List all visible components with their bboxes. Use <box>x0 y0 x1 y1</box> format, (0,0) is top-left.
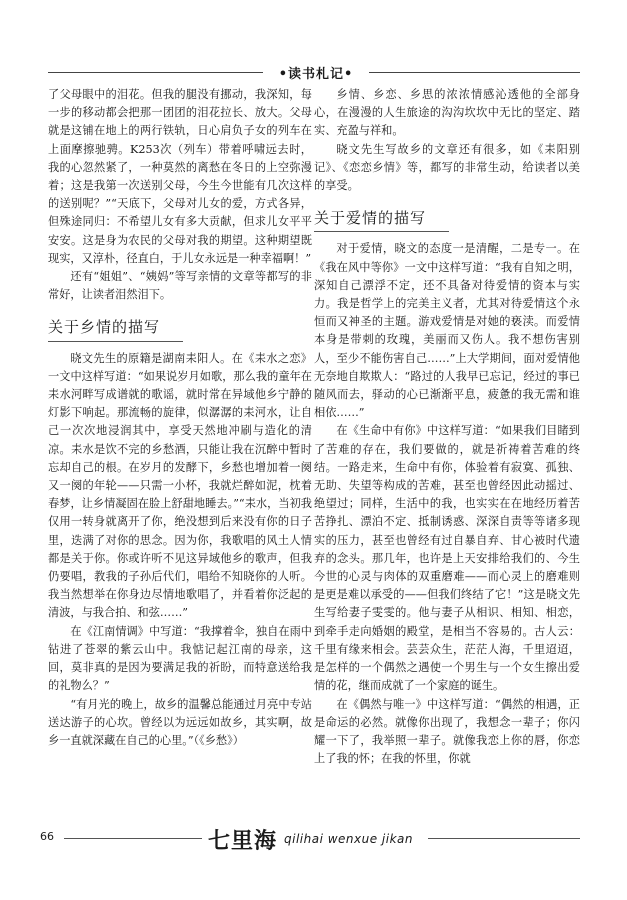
paragraph: “有月光的晚上，故乡的温馨总能通过月亮中专站送达游子的心坎。曾经以为远远如故乡，其实啊，故乡一直就深藏在自己的心里。”（《乡愁》） <box>48 697 312 747</box>
header-rule-left <box>48 72 263 73</box>
paragraph: 对于爱情，晓文的态度一是清醒，二是专一。在《我在风中等你》一文中这样写道：“我有自知之明，深知自己漂浮不定，还不具备对待爱情的资本与实力。我是哲学上的完美主义者，尤其对待爱情这个永恒而又神圣的主题。游戏爱情是对她的亵渎。而爱情本身是带刺的玫瑰，美丽而又伤人。我不想伤害别人，至少不能伤害自己……”上大学期间，面对爱情他无奈地自欺欺人：“路过的人我早已忘记，经过的事已随风而去，驿动的心已渐渐平息，疲惫的我无需和谁相依……” <box>314 242 580 420</box>
magazine-pinyin: qilihai wenxue jikan <box>284 832 414 846</box>
left-column <box>48 86 312 750</box>
paragraph: 乡情、乡恋、乡思的浓浓情感沁透他的全部身心，在漫漫的人生旅途的沟沟坎坎中无比的坚定、踏实、充盈与祥和。 <box>314 88 580 138</box>
paragraph: 晓文先生写故乡的文章还有很多，如《耒阳别记》、《恋恋乡情》等，都写的非常生动，给读者以美的享受。 <box>314 142 580 193</box>
paragraph: 了父母眼中的泪花。但我的腿没有挪动，我深知，每一步的移动都会把那一团团的泪花拉长、放大。父母就是这铺在地上的两行铁轨，日心肩负子女的列车在上面摩擦驰骋。K253次（列车）带着呼啸远去时，我的心忽然紧了，一种莫然的离愁在冬日的上空弥漫着；这是我第一次送别父母，今生今世能有几次这样的送别呢？”“天底下，父母对儿女的爱，方式各异，但殊途同归：不希望儿女有多大贡献，但求儿女平平安安。这是身为农民的父母对我的期望。这种期望既现实，又淳朴，径直白，于儿女永远是一种幸福啊！” <box>48 88 312 265</box>
footer-rule-left <box>64 838 202 839</box>
paragraph: 在《偶然与唯一》中这样写道：“偶然的相遇，正是命运的必然。就像你出现了，我想念一辈子；你闪耀一下了，我举照一辈子。就像我恋上你的唇，你恋上了我的怀；在我的怀里，你就 <box>314 697 580 766</box>
paragraph: 晓文先生的原籍是湖南耒阳人。在《耒水之恋》一文中这样写道：“如果说岁月如歌，那么我的童年在耒水河畔写成谱就的歌谣，就时常在异域他乡宁静的灯影下响起。那流畅的旋律，似潺潺的耒河水，让自己一次次地浸润其中，享受天然地冲刷与造化的清凉。耒水是饮不完的乡愁酒，只能让我在沉醉中暂时忘却自己的根。在岁月的发酵下，乡愁也增加着一阕又一阕的年轮——只需一小杯，我就烂醉如泥，枕着春梦，让乡情凝固在脸上舒甜地睡去。”“耒水，当初我仅用一转身就离开了你，绝没想到后来没有你的日子里，迭满了对你的思念。因为你，我歌唱的风土人情都是关于你。你或许听不见这异域他乡的歌声，但我仍要唱，教我的子孙后代们，唱给不知晓你的人听。我当然想举在你身边尽情地歌唱了，并看着你泛起的清波，与我合拍、和弦……” <box>48 351 312 620</box>
header-rule-right <box>369 72 580 73</box>
section-heading-love: 关于爱情的描写 <box>314 209 580 232</box>
page-number: 66 <box>40 830 54 843</box>
paragraph: 在《江南情调》中写道：“我撑着伞，独自在雨中钻进了苍翠的紫云山中。我惦记起江南的母亲，这回，莫非真的是因为要满足我的祈盼，而特意送给我的礼物么？” <box>48 624 312 693</box>
section-heading-hometown: 关于乡情的描写 <box>48 318 312 341</box>
page-footer <box>0 826 627 866</box>
footer-rule-right <box>428 838 580 839</box>
paragraph: 还有“姐姐”、“姨妈”等写亲情的文章等都写的非常好，让读者泪然泪下。 <box>48 270 312 302</box>
paragraph: 在《生命中有你》中这样写道：“如果我们目睹到了苦难的存在，我们要做的，就是祈祷着苦难的终结。一路走来，生命中有你，体验着有寂寞、孤独、无助、失望等构成的苦难，甚至也曾经因此动摇过、绝望过；同样，生活中的我，也实实在在地经历着苦苦挣扎、漂泊不定、抵制诱惑、深深自责等等诸多现实的压力，甚至也曾经有过自暴自弃、甘心被时代遗弃的念头。那几年，也许是上天安排给我们的、今生今世的心灵与肉体的双重磨难——而心灵上的磨难则是更是难以承受的——但我们终结了它！”这是晓文先生写给妻子雯雯的。他与妻子从相识、相知、相恋，到牵手走向婚姻的殿堂，是相当不容易的。古人云：千里有缘来相会。芸芸众生，茫茫人海，千里迢迢，是怎样的一个偶然之遇使一个男生与一个女生擦出爱情的花，继而成就了一个家庭的诞生。 <box>314 424 580 693</box>
magazine-logo: 七里海 <box>208 828 278 854</box>
section-header-title: •读书札记• <box>268 63 364 82</box>
right-column <box>314 86 580 768</box>
